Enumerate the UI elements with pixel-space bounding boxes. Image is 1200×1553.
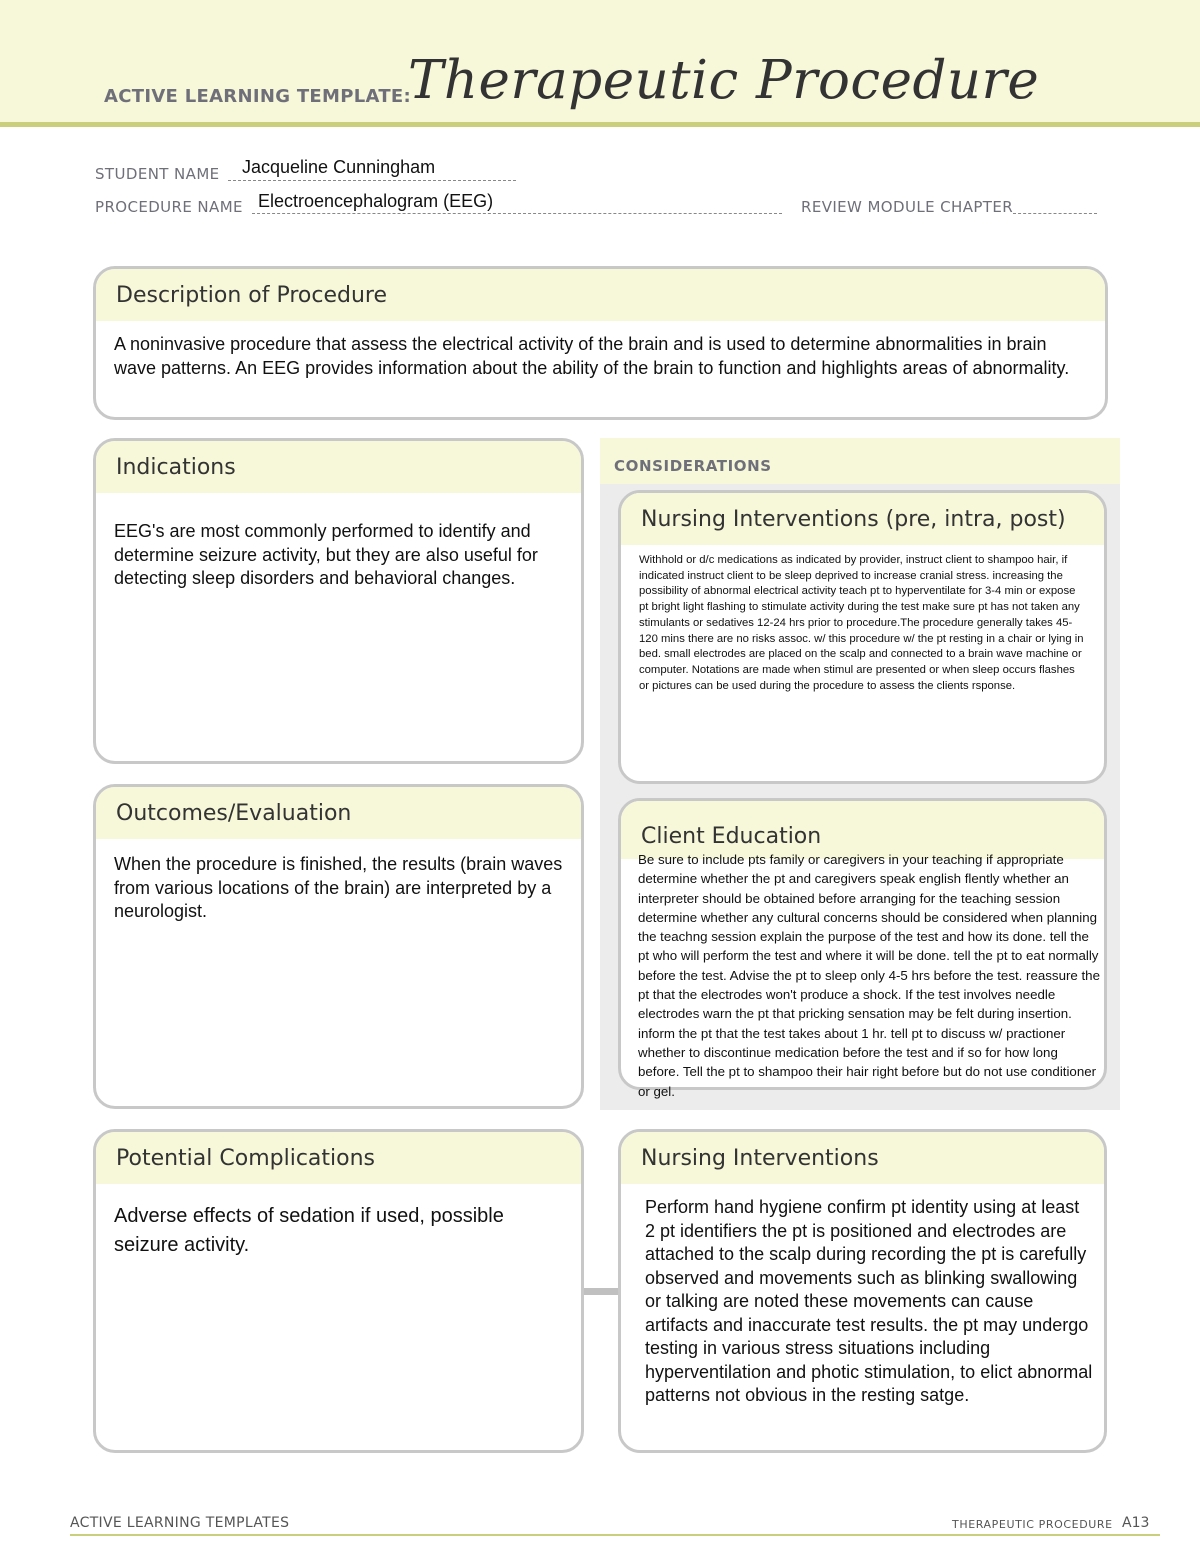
- nursing-interventions-text[interactable]: Perform hand hygiene confirm pt identity using at least 2 pt identifiers the pt is positioned and electrodes are attached to the scalp during recording the pt is carefully observed and movements such as blinking swallowing or talking are noted these movements can cause artifacts and inaccurate test results. the pt may undergo testing in various stress situations including hyperventilation and photic stimulation, to elict abnormal patterns not obvious in the resting satge.: [645, 1197, 1093, 1405]
- footer-rule: [70, 1534, 1160, 1536]
- considerations-label: CONSIDERATIONS: [614, 457, 772, 475]
- review-module-line: [1013, 213, 1097, 214]
- description-text[interactable]: A noninvasive procedure that assess the electrical activity of the brain and is used to determine abnormalities in brain wave patterns. An EEG provides information about the ability of the brain to function and highlights areas of abnormality.: [114, 334, 1070, 378]
- student-name-field[interactable]: Jacqueline Cunningham: [242, 157, 436, 177]
- student-name-label: STUDENT NAME: [95, 165, 220, 183]
- template-prefix: ACTIVE LEARNING TEMPLATE:: [104, 86, 411, 107]
- footer-left-label: ACTIVE LEARNING TEMPLATES: [70, 1515, 290, 1531]
- header-rule: [0, 122, 1200, 127]
- description-heading: Description of Procedure: [96, 269, 1105, 321]
- nursing-pre-intra-post-text[interactable]: Withhold or d/c medications as indicated by provider, instruct client to shampoo hair, if indicated instruct client to be sleep deprived to increase cranial stress. increasing the possibility of abnormal electrical activity teach pt to hyperventilate for 3-4 min or expose pt bright light flashing to stimulate activity during the test make sure pt has not taken any stimulants or sedatives 12-24 hrs prior to procedure.The procedure generally takes 45-120 mins there are no risks assoc. w/ this procedure w/ the pt resting in a chair or lying in bed. small electrodes are placed on the scalp and connected to a brain wave machine or computer. Notations are made when stimul are presented or when sleep occurs flashes or pictures can be used during the procedure to assess the clients rsponse.: [639, 554, 1084, 692]
- procedure-name-field[interactable]: Electroencephalogram (EEG): [258, 191, 494, 211]
- procedure-name-label: PROCEDURE NAME: [95, 198, 243, 216]
- outcomes-heading: Outcomes/Evaluation: [96, 787, 581, 839]
- outcomes-text[interactable]: When the procedure is finished, the results (brain waves from various locations of the brain) are interpreted by a neurologist.: [114, 854, 563, 921]
- nursing-pre-intra-post-heading: Nursing Interventions (pre, intra, post): [621, 493, 1104, 545]
- nursing-interventions-box: [618, 1129, 1107, 1453]
- page-title: Therapeutic Procedure: [408, 50, 1040, 111]
- nursing-interventions-heading: Nursing Interventions: [621, 1132, 1104, 1184]
- indications-heading: Indications: [96, 441, 581, 493]
- review-module-label: REVIEW MODULE CHAPTER: [801, 198, 1014, 216]
- page-number: A13: [1122, 1515, 1150, 1531]
- nursing-pre-intra-post-box: [618, 490, 1107, 784]
- indications-text[interactable]: EEG's are most commonly performed to identify and determine seizure activity, but they are also useful for detecting sleep disorders and behavioral changes.: [114, 521, 538, 588]
- complications-text[interactable]: Adverse effects of sedation if used, possible seizure activity.: [114, 1205, 504, 1256]
- footer-right-label: THERAPEUTIC PROCEDURE: [952, 1518, 1113, 1531]
- complications-heading: Potential Complications: [96, 1132, 581, 1184]
- outcomes-box: [93, 784, 584, 1109]
- procedure-name-line: [252, 213, 782, 214]
- complications-box: [93, 1129, 584, 1453]
- student-name-line: [228, 180, 516, 181]
- client-education-heading: Client Education: [621, 801, 1104, 859]
- client-education-text[interactable]: Be sure to include pts family or caregivers in your teaching if appropriate determine whether the pt and caregivers speak english flently whether an interpreter should be obtained before arranging for the teaching session determine whether any cultural concerns should be considered when planning the teachng session explain the purpose of the test and how its done. tell the pt who will perform the test and where it will be done. tell the pt to eat normally before the test. Advise the pt to sleep only 4-5 hrs before the test. reassure the pt that the electrodes won't produce a shock. If the test involves needle electrodes warn the pt that pricking sensation may be felt during insertion. inform the pt that the test takes about 1 hr. tell pt to discuss w/ practioner whether to discontinue medication before the test and if so for how long before. Tell the pt to shampoo their hair right before but do not use conditioner or gel.: [638, 852, 1100, 1099]
- connector-bar: [582, 1288, 622, 1295]
- indications-box: [93, 438, 584, 764]
- description-box: [93, 266, 1108, 420]
